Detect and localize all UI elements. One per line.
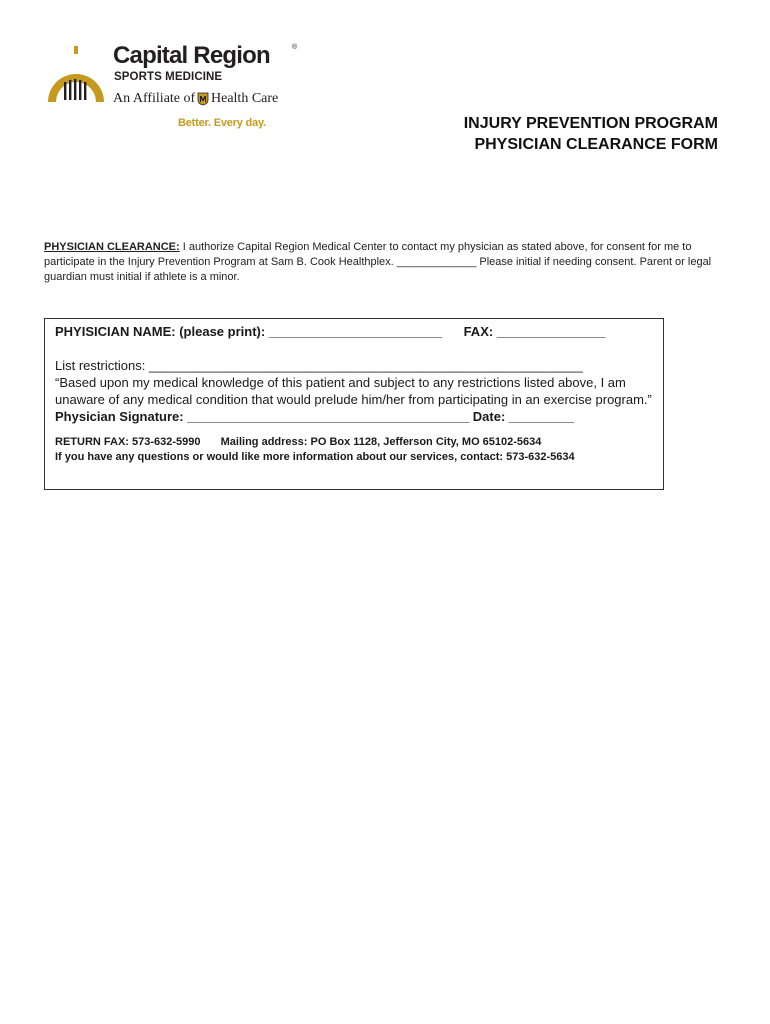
- affiliate-line: [113, 91, 313, 109]
- form-title-line-1: INJURY PREVENTION PROGRAM: [463, 115, 718, 132]
- capital-region-logo: [44, 40, 304, 132]
- brand-name: Capital Region: [113, 42, 270, 69]
- brand-subtitle: SPORTS MEDICINE: [114, 71, 223, 83]
- clearance-text: I authorize Capital Region Medical Center to contact my physician as stated above, for consent for me to participate in the Injury Prevention Program at Sam B. Cook Healthplex. _____________ Please initial if needing consent. Parent or legal guardian must initial if athlete is a minor.: [44, 241, 712, 283]
- form-title-line-2: PHYSICIAN CLEARANCE FORM: [474, 136, 718, 153]
- mailing-address: Mailing address: PO Box 1128, Jefferson City, MO 65102-5634: [220, 436, 542, 448]
- physician-name-row: [55, 323, 659, 341]
- affiliate-suffix: Health Care: [211, 91, 279, 106]
- fax-field[interactable]: FAX: _______________: [463, 324, 606, 339]
- physician-statement: “Based upon my medical knowledge of this patient and subject to any restrictions listed above, I am unaware of any medical condition that would prelude him/her from participating in an exercise program.”: [55, 375, 652, 407]
- physician-clearance-paragraph: [44, 240, 724, 285]
- tagline: Better. Every day.: [178, 117, 266, 129]
- physician-signature-field[interactable]: Physician Signature: _______________________________________: [55, 409, 470, 424]
- contact-line: If you have any questions or would like more information about our services, contact: 573-632-5634: [55, 451, 575, 463]
- restrictions-field[interactable]: List restrictions: ____________________________________________________________: [55, 358, 583, 373]
- clearance-lead: PHYSICIAN CLEARANCE:: [44, 241, 180, 253]
- physician-name-field[interactable]: PHYISICIAN NAME: (please print): ________________________: [55, 324, 443, 339]
- date-field[interactable]: Date: _________: [472, 409, 574, 424]
- mu-shield-icon: [197, 92, 209, 106]
- physician-section: [44, 318, 664, 490]
- return-fax: RETURN FAX: 573-632-5990: [55, 436, 201, 448]
- form-title: [464, 113, 718, 155]
- signature-row: [55, 408, 659, 425]
- affiliate-prefix: An Affiliate of: [113, 91, 196, 106]
- return-info: [55, 435, 659, 465]
- registered-mark: ®: [292, 44, 298, 51]
- capitol-dome-icon: [44, 44, 108, 108]
